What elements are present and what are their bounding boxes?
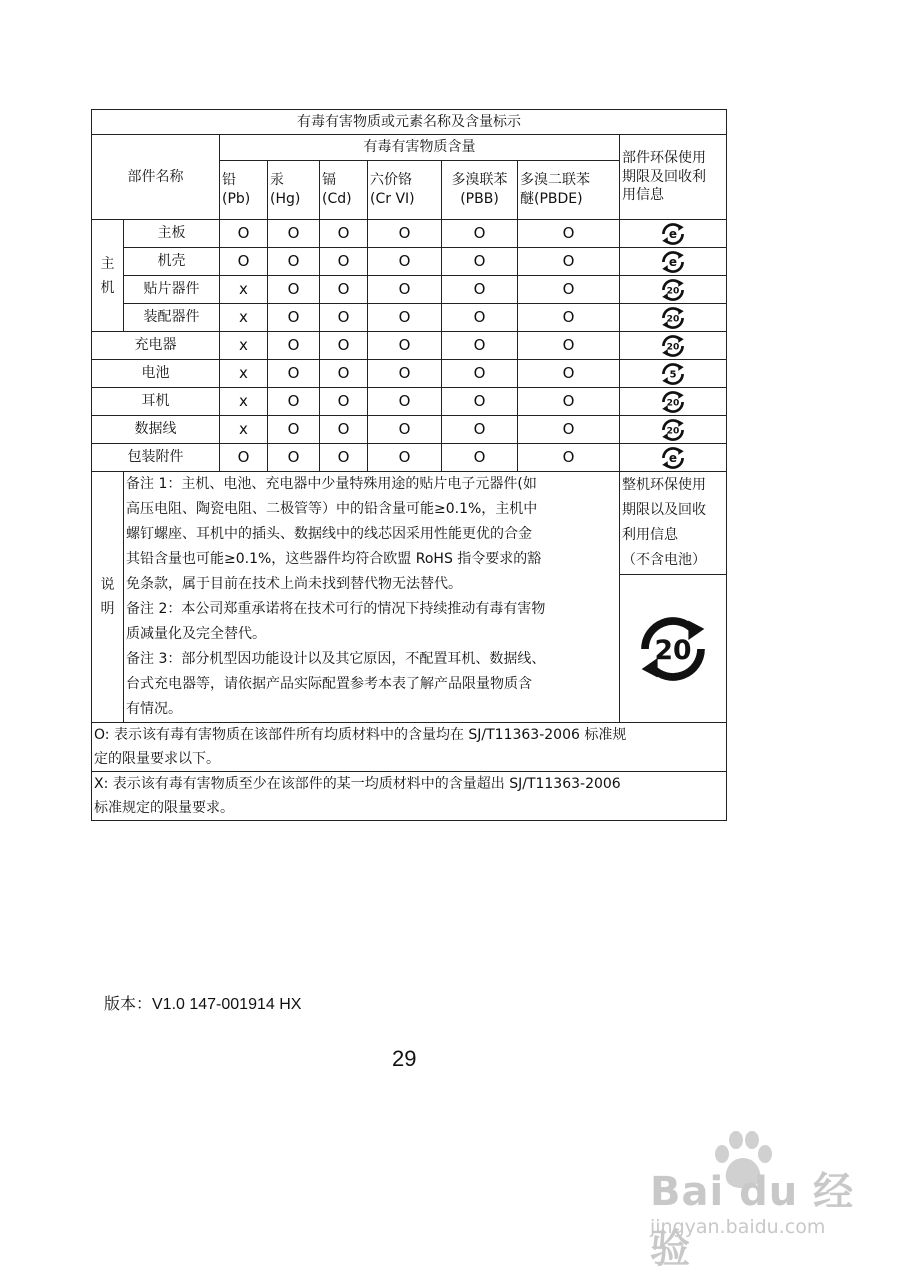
svg-text:20: 20: [666, 313, 680, 324]
env-icon-cell: [620, 248, 727, 276]
substance-header-hg: [268, 161, 320, 220]
substance-value: O: [442, 276, 518, 304]
table-row: [92, 220, 727, 248]
env-period-header-line: 期限及回收利: [622, 168, 706, 185]
substance-name: 六价铬: [370, 172, 412, 189]
legend-o: [92, 723, 727, 772]
substance-value: O: [268, 332, 320, 360]
part-name: 机壳: [124, 248, 220, 276]
substance-value: O: [518, 360, 620, 388]
substance-value: O: [320, 388, 368, 416]
table-row: [92, 416, 727, 444]
substance-value: O: [220, 248, 268, 276]
substance-value: O: [368, 304, 442, 332]
substance-group-header: 有毒有害物质含量: [220, 135, 620, 161]
substance-symbol: (Pb): [222, 191, 251, 207]
svg-text:20: 20: [666, 285, 680, 296]
table-row: [92, 388, 727, 416]
substance-header-pb: [220, 161, 268, 220]
note-line: 高压电阻、陶瓷电阻、二极管等）中的铅含量可能≥0.1%，主机中: [126, 501, 538, 517]
substance-symbol: (Cd): [322, 191, 352, 207]
substance-value: O: [320, 304, 368, 332]
whole-machine-line: （不含电池）: [622, 552, 706, 569]
env-icon-cell: [620, 304, 727, 332]
substance-value: O: [518, 332, 620, 360]
whole-machine-icon-cell: [620, 575, 727, 723]
note-line: 其铅含量也可能≥0.1%，这些器件均符合欧盟 RoHS 指令要求的豁: [126, 551, 542, 567]
substance-header-cd: [320, 161, 368, 220]
part-name: 充电器: [92, 332, 220, 360]
env-period-header-line: 部件环保使用: [622, 149, 706, 166]
substance-value: O: [368, 220, 442, 248]
substance-value: x: [220, 416, 268, 444]
substance-value: O: [320, 332, 368, 360]
env-icon-cell: [620, 332, 727, 360]
substance-value: O: [368, 388, 442, 416]
substance-value: O: [268, 360, 320, 388]
env-icon-cell: [620, 220, 727, 248]
substance-name: 铅: [222, 172, 236, 189]
part-name: 包装附件: [92, 444, 220, 472]
svg-text:20: 20: [666, 425, 680, 436]
substance-value: O: [368, 276, 442, 304]
svg-text:e: e: [668, 450, 678, 465]
substance-value: O: [518, 444, 620, 472]
notes-label-char: 明: [100, 601, 115, 617]
epup-20-icon: [622, 418, 724, 442]
svg-text:e: e: [668, 254, 678, 269]
table-title: 有毒有害物质或元素名称及含量标示: [92, 110, 727, 135]
svg-text:20: 20: [654, 634, 692, 666]
substance-value: O: [442, 416, 518, 444]
substance-value: O: [518, 416, 620, 444]
note-line: 备注 3：部分机型因功能设计以及其它原因，不配置耳机、数据线、: [126, 651, 546, 667]
substance-value: O: [518, 248, 620, 276]
substance-value: O: [320, 220, 368, 248]
note-line: 免条款，属于目前在技术上尚未找到替代物无法替代。: [126, 576, 462, 592]
whole-machine-period: [620, 472, 727, 575]
substance-header-cr: [368, 161, 442, 220]
substance-value: O: [368, 360, 442, 388]
epup-20-icon: [622, 390, 724, 414]
note-line: 螺钉螺座、耳机中的插头、数据线中的线芯因采用性能更优的合金: [126, 526, 532, 542]
page-number: 29: [392, 1046, 417, 1071]
substance-value: x: [220, 332, 268, 360]
whole-machine-line: 期限以及回收: [622, 502, 706, 519]
substance-value: O: [442, 220, 518, 248]
env-icon-cell: [620, 276, 727, 304]
svg-text:20: 20: [666, 341, 680, 352]
note-line: 质减量化及完全替代。: [126, 626, 266, 642]
substance-value: O: [320, 444, 368, 472]
substance-symbol: (PBB): [460, 191, 499, 207]
legend-x: [92, 772, 727, 821]
part-name-header: 部件名称: [92, 135, 220, 220]
epup-20-icon: [622, 306, 724, 330]
host-group-label: [92, 220, 124, 332]
substance-value: O: [518, 388, 620, 416]
legend-o-line: 定的限量要求以下。: [94, 751, 220, 767]
substance-value: O: [442, 332, 518, 360]
part-name: 耳机: [92, 388, 220, 416]
env-period-header: [620, 135, 727, 220]
env-icon-cell: [620, 388, 727, 416]
substance-value: O: [442, 304, 518, 332]
substance-value: x: [220, 388, 268, 416]
substance-value: x: [220, 304, 268, 332]
substance-value: O: [442, 360, 518, 388]
legend-x-line: X: 表示该有毒有害物质至少在该部件的某一均质材料中的含量超出 SJ/T11363-2006: [94, 776, 621, 792]
version-label: 版本：V1.0 147-001914 HX: [104, 996, 302, 1013]
substance-value: O: [220, 444, 268, 472]
substance-value: O: [268, 388, 320, 416]
watermark-brand: Bai du 经验: [650, 1169, 855, 1272]
epup-20-icon: [622, 334, 724, 358]
substance-value: O: [442, 388, 518, 416]
substance-value: O: [320, 276, 368, 304]
legend-x-line: 标准规定的限量要求。: [94, 800, 234, 816]
substance-name: 镉: [322, 172, 336, 189]
substance-value: O: [518, 220, 620, 248]
substance-value: O: [320, 248, 368, 276]
substance-name: 多溴二联苯: [520, 172, 590, 189]
table-row: [92, 360, 727, 388]
substance-value: O: [268, 220, 320, 248]
substance-value: O: [268, 276, 320, 304]
part-name: 贴片器件: [124, 276, 220, 304]
epup-20-icon: [622, 278, 724, 302]
host-group-char: 机: [100, 279, 115, 296]
substance-header-pbb: [442, 161, 518, 220]
substance-value: O: [268, 416, 320, 444]
env-icon-cell: [620, 416, 727, 444]
notes-label-char: 说: [100, 577, 115, 593]
notes-text: [124, 472, 620, 723]
substance-symbol: 醚(PBDE): [520, 191, 583, 207]
env-icon-cell: [620, 444, 727, 472]
substance-value: O: [320, 416, 368, 444]
svg-text:e: e: [668, 226, 678, 241]
notes-label: [92, 472, 124, 723]
substance-name: 汞: [270, 172, 284, 189]
substance-value: O: [518, 276, 620, 304]
note-line: 有情况。: [126, 701, 182, 717]
svg-text:5: 5: [669, 368, 677, 380]
env-period-header-line: 用信息: [622, 187, 664, 204]
part-name: 电池: [92, 360, 220, 388]
note-line: 备注 1：主机、电池、充电器中少量特殊用途的贴片电子元器件(如: [126, 476, 537, 492]
substance-value: O: [220, 220, 268, 248]
substance-value: O: [368, 444, 442, 472]
hazardous-substance-table: [91, 109, 727, 821]
substance-value: O: [320, 360, 368, 388]
table-row: [92, 332, 727, 360]
epup-e-icon: [622, 446, 724, 470]
substance-symbol: (Cr VI): [370, 191, 415, 207]
epup-5-icon: [622, 362, 724, 386]
substance-value: O: [368, 248, 442, 276]
substance-name: 多溴联苯: [451, 172, 508, 189]
epup-e-icon: [622, 250, 724, 274]
svg-text:20: 20: [666, 397, 680, 408]
part-name: 数据线: [92, 416, 220, 444]
part-name: 主板: [124, 220, 220, 248]
substance-value: O: [368, 332, 442, 360]
legend-o-line: O: 表示该有毒有害物质在该部件所有均质材料中的含量均在 SJ/T11363-2006 标准规: [94, 727, 627, 743]
table-row: [92, 304, 727, 332]
substance-symbol: (Hg): [270, 191, 301, 207]
env-icon-cell: [620, 360, 727, 388]
substance-value: O: [268, 304, 320, 332]
substance-value: O: [442, 248, 518, 276]
substance-value: O: [442, 444, 518, 472]
whole-machine-line: 整机环保使用: [622, 477, 706, 494]
epup-e-icon: [622, 222, 724, 246]
host-group-char: 主: [100, 255, 115, 272]
part-name: 装配器件: [124, 304, 220, 332]
substance-value: O: [268, 248, 320, 276]
note-line: 备注 2：本公司郑重承诺将在技术可行的情况下持续推动有毒有害物: [126, 601, 546, 617]
substance-value: O: [268, 444, 320, 472]
watermark: [640, 1130, 880, 1280]
substance-value: x: [220, 276, 268, 304]
substance-header-pbde: [518, 161, 620, 220]
substance-value: x: [220, 360, 268, 388]
substance-value: O: [518, 304, 620, 332]
epup-20-icon: [622, 614, 724, 684]
table-row: [92, 444, 727, 472]
table-row: [92, 276, 727, 304]
note-line: 台式充电器等，请依据产品实际配置参考本表了解产品限量物质含: [126, 676, 532, 692]
table-row: [92, 248, 727, 276]
substance-value: O: [368, 416, 442, 444]
whole-machine-line: 利用信息: [622, 527, 678, 544]
watermark-url: jingyan.baidu.com: [650, 1216, 826, 1238]
